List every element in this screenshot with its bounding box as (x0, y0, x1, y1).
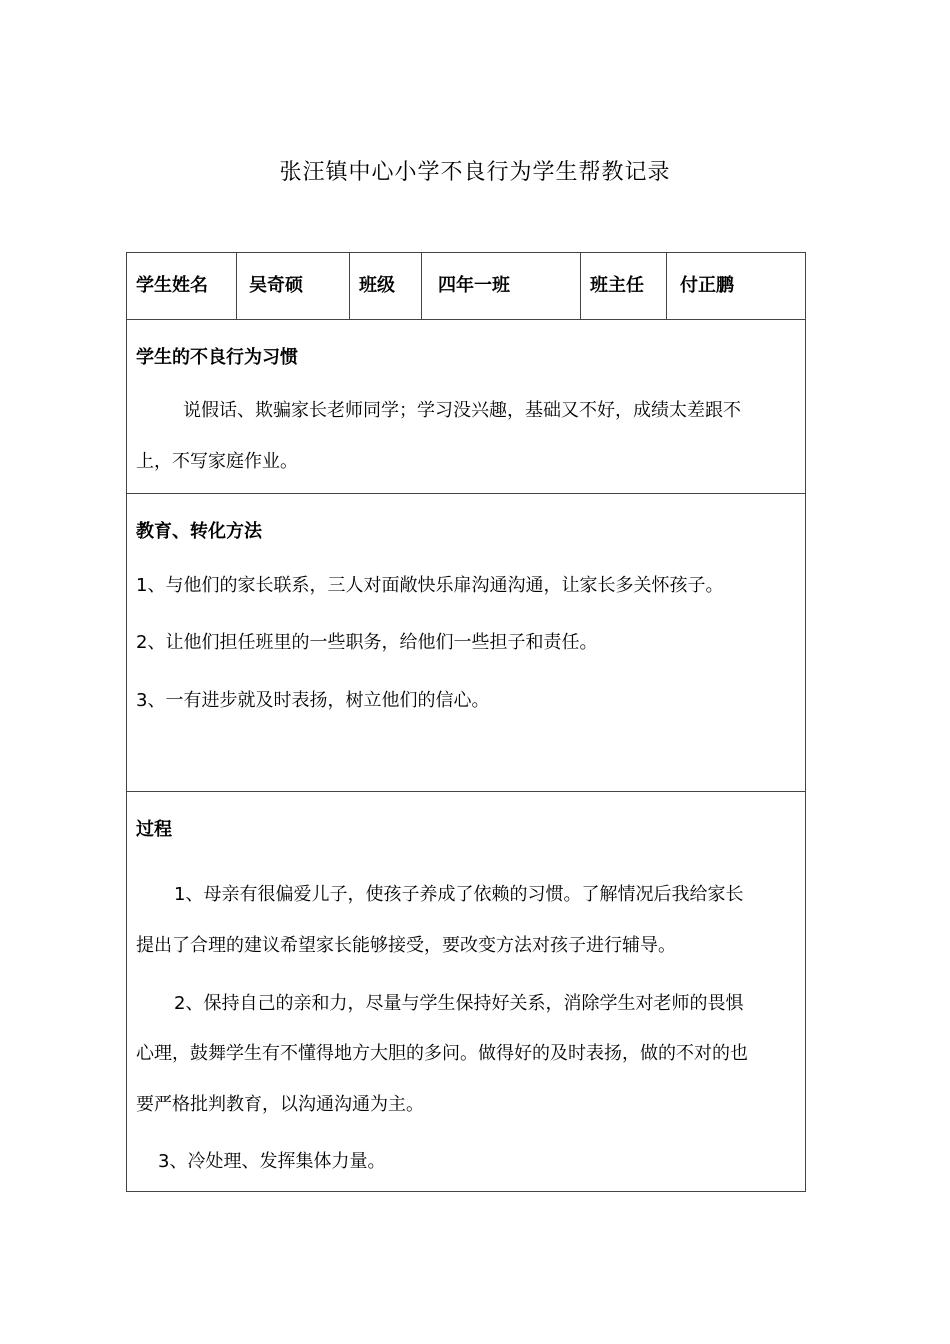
column-divider (349, 253, 350, 319)
methods-heading: 教育、转化方法 (136, 521, 262, 542)
row-divider (127, 791, 805, 792)
head-teacher-label: 班主任 (590, 275, 644, 296)
process-line: 要严格批判教育，以沟通沟通为主。 (136, 1094, 424, 1115)
habits-line: 说假话、欺骗家长老师同学；学习没兴趣，基础又不好，成绩太差跟不 (183, 400, 741, 421)
process-line: 2、保持自己的亲和力，尽量与学生保持好关系，消除学生对老师的畏惧 (174, 993, 744, 1014)
process-heading: 过程 (136, 819, 172, 840)
row-divider (127, 493, 805, 494)
process-line: 3、冷处理、发挥集体力量。 (158, 1151, 386, 1172)
column-divider (666, 253, 667, 319)
method-item: 2、让他们担任班里的一些职务，给他们一些担子和责任。 (136, 632, 598, 653)
record-table (126, 252, 806, 1192)
class-label: 班级 (359, 275, 395, 296)
row-divider (127, 319, 805, 320)
column-divider (236, 253, 237, 319)
process-line: 提出了合理的建议希望家长能够接受，要改变方法对孩子进行辅导。 (136, 935, 676, 956)
process-line: 心理，鼓舞学生有不懂得地方大胆的多问。做得好的及时表扬，做的不对的也 (136, 1043, 748, 1064)
method-item: 3、一有进步就及时表扬，树立他们的信心。 (136, 690, 490, 711)
habits-line: 上，不写家庭作业。 (136, 451, 298, 472)
habits-heading: 学生的不良行为习惯 (136, 347, 298, 368)
process-line: 1、母亲有很偏爱儿子，使孩子养成了依赖的习惯。了解情况后我给家长 (174, 884, 744, 905)
student-name-label: 学生姓名 (136, 275, 208, 296)
class-value: 四年一班 (438, 275, 510, 296)
head-teacher-value: 付正鹏 (680, 275, 734, 296)
method-item: 1、与他们的家长联系，三人对面敞快乐扉沟通沟通，让家长多关怀孩子。 (136, 575, 724, 596)
student-name-value: 吴奇硕 (249, 275, 303, 296)
column-divider (580, 253, 581, 319)
page-title: 张汪镇中心小学不良行为学生帮教记录 (279, 160, 671, 185)
column-divider (421, 253, 422, 319)
